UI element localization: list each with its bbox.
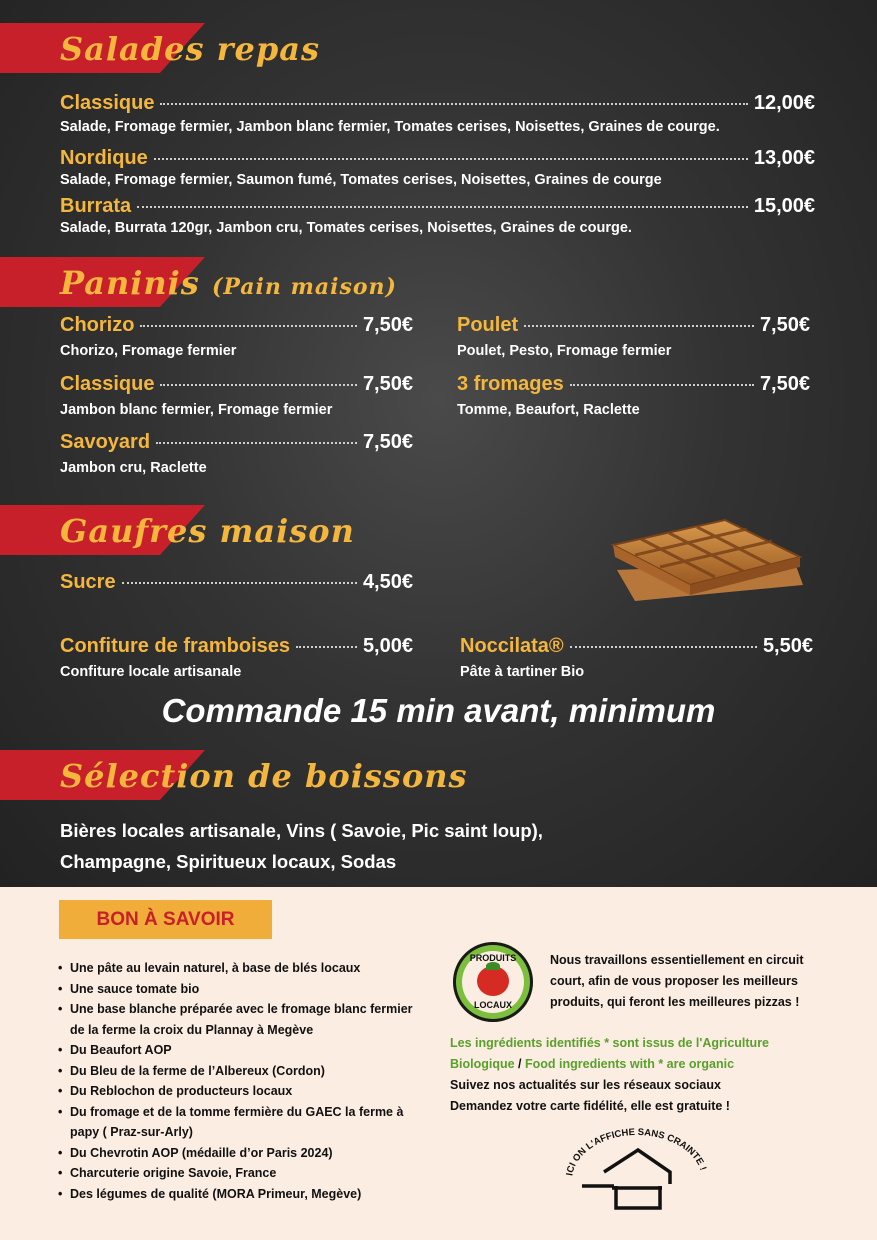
menu-item-gaufre-sucre [60,571,413,594]
social-text: Suivez nos actualités sur les réseaux sociaux [450,1078,721,1092]
item-description: Tomme, Beaufort, Raclette [457,402,640,418]
list-item: • Charcuterie origine Savoie, France [58,1163,428,1184]
affiche-sans-crainte-stamp [552,1120,722,1215]
list-item: • Du fromage et de la tomme fermière du GAEC la ferme à papy ( Praz-sur-Arly) [58,1102,428,1143]
item-price: 4,50€ [362,571,413,593]
item-name: Poulet [457,314,519,336]
menu-item-panini-chorizo [60,314,413,337]
item-price: 5,00€ [362,635,413,657]
dot-leader [137,206,748,208]
fidelity-text: Demandez votre carte fidélité, elle est gratuite ! [450,1099,730,1113]
item-name: Chorizo [60,314,135,336]
drinks-line: Bières locales artisanale, Vins ( Savoie, Pic saint loup), [60,820,543,841]
dot-leader [154,158,748,160]
section-title-salades: Salades repas [60,30,320,68]
item-name: Classique [60,373,155,395]
circuit-court-text: Nous travaillons essentiellement en circuit court, afin de vous proposer les meilleurs produits, qui feront les meilleures pizzas ! [550,953,804,1009]
section-title-paninis [60,264,397,302]
bon-a-savoir-badge: BON À SAVOIR [59,900,272,939]
dot-leader [570,646,757,648]
item-description: Jambon cru, Raclette [60,460,207,476]
list-item: • Une base blanche préparée avec le fromage blanc fermier de la ferme la croix du Plannay à Megève [58,999,428,1040]
item-description: Salade, Fromage fermier, Saumon fumé, Tomates cerises, Noisettes, Graines de courge [60,172,662,188]
section-title-gaufres: Gaufres maison [60,512,355,550]
item-price: 7,50€ [759,314,810,336]
list-item: • Une pâte au levain naturel, à base de blés locaux [58,958,428,979]
bio-text-en: Food ingredients with * are organic [525,1057,735,1071]
item-price: 5,50€ [762,635,813,657]
bio-text-fr: Les ingrédients identifiés * sont issus de l'Agriculture Biologique [450,1036,770,1071]
item-price: 12,00€ [753,92,815,114]
drinks-list [60,815,543,877]
bio-separator: / [514,1057,525,1071]
paninis-title: Paninis [60,264,200,302]
bio-info [450,1033,795,1075]
dot-leader [122,582,357,584]
item-name: Nordique [60,147,148,169]
item-name: Sucre [60,571,116,593]
item-price: 7,50€ [362,431,413,453]
dot-leader [524,325,754,327]
item-price: 15,00€ [753,195,815,217]
item-price: 7,50€ [362,314,413,336]
item-name: 3 fromages [457,373,564,395]
menu-item-gaufre-confiture [60,635,413,658]
dot-leader [160,384,356,386]
tomato-icon [477,966,509,996]
item-name: Classique [60,92,155,114]
list-item: • Du Chevrotin AOP (médaille d’or Paris 2024) [58,1143,428,1164]
house-icon [582,1150,670,1208]
item-description: Salade, Burrata 120gr, Jambon cru, Tomates cerises, Noisettes, Graines de courge. [60,220,632,236]
item-description: Confiture locale artisanale [60,664,242,680]
list-item: • Du Reblochon de producteurs locaux [58,1081,428,1102]
item-name: Confiture de framboises [60,635,291,657]
dot-leader [570,384,754,386]
menu-item-salade-burrata [60,195,815,218]
list-item: • Du Bleu de la ferme de l’Albereux (Cordon) [58,1061,428,1082]
list-item: • Des légumes de qualité (MORA Primeur, Megève) [58,1184,428,1205]
section-title-boissons: Sélection de boissons [60,757,468,795]
list-item: • Une sauce tomate bio [58,979,428,1000]
dot-leader [160,103,747,105]
item-name: Burrata [60,195,132,217]
item-description: Jambon blanc fermier, Fromage fermier [60,402,333,418]
dot-leader [140,325,357,327]
drinks-line: Champagne, Spiritueux locaux, Sodas [60,851,397,872]
paninis-subtitle: (Pain maison) [211,274,397,300]
item-price: 7,50€ [362,373,413,395]
menu-item-salade-classique [60,92,815,115]
item-price: 7,50€ [759,373,810,395]
leaf-icon [486,962,500,970]
menu-item-panini-classique [60,373,413,396]
dot-leader [156,442,357,444]
item-name: Savoyard [60,431,151,453]
menu-item-gaufre-noccilata [460,635,813,658]
list-item: • Du Beaufort AOP [58,1040,428,1061]
order-notice: Commande 15 min avant, minimum [161,692,716,729]
menu-item-panini-poulet [457,314,810,337]
item-name: Noccilata® [460,635,564,657]
item-description: Salade, Fromage fermier, Jambon blanc fermier, Tomates cerises, Noisettes, Graines de courge. [60,119,720,135]
item-price: 13,00€ [753,147,815,169]
logo-text-top: PRODUITS [469,953,517,963]
item-description: Poulet, Pesto, Fromage fermier [457,343,672,359]
menu-item-salade-nordique [60,147,815,170]
ingredients-list [58,958,428,1204]
dot-leader [296,646,357,648]
item-description: Pâte à tartiner Bio [460,664,585,680]
stamp-arc-path: ICI ON L'AFFICHE SANS CRAINTE ! [564,1126,709,1177]
waffle-image [605,515,810,605]
item-description: Chorizo, Fromage fermier [60,343,237,359]
menu-item-panini-3-fromages [457,373,810,396]
menu-item-panini-savoyard [60,431,413,454]
logo-text-bottom: LOCAUX [474,1000,512,1010]
produits-locaux-logo [453,942,533,1022]
